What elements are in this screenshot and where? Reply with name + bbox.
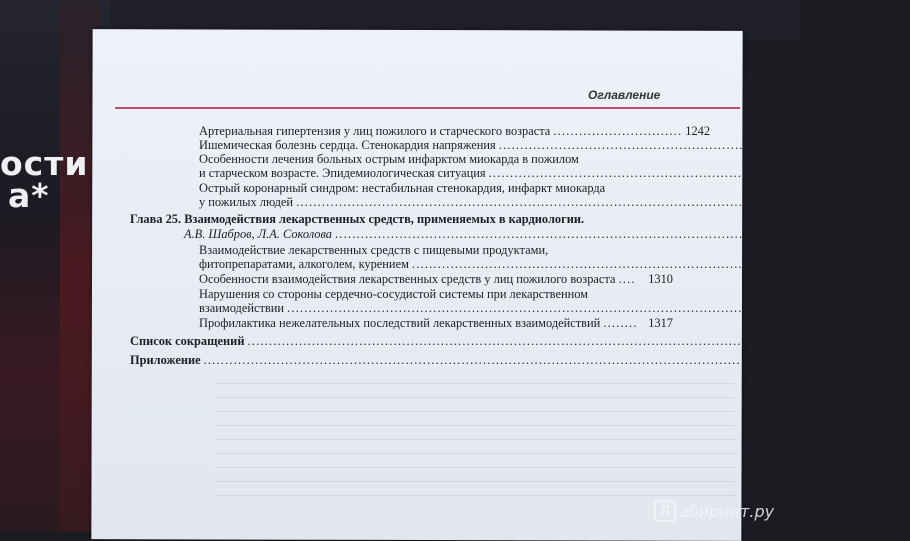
toc-leader-dots: .... <box>618 272 636 286</box>
page-header-title: Оглавление <box>588 88 661 102</box>
toc-leader-dots: .............................. <box>553 124 683 138</box>
toc-entry <box>130 353 910 367</box>
toc-leader-dots: ........ <box>603 316 638 330</box>
watermark <box>654 500 774 522</box>
toc-entry <box>199 316 673 330</box>
toc-leader-dots: ................................................................. <box>488 166 768 180</box>
toc-chapter-title: Глава 25. Взаимодействия лекарственных средств, применяемых в кардиологии. <box>130 212 585 226</box>
toc-entry-page: 1268 <box>781 138 806 152</box>
toc-chapter-authors: А.В. Шабров, Л.А. Соколова <box>184 227 332 241</box>
toc-entry-text-line1: Нарушения со стороны сердечно-сосудистой системы при лекарственном <box>199 287 589 301</box>
toc-entry-page: 1306 <box>772 227 797 241</box>
toc-entry <box>199 124 711 138</box>
toc-section-title: Список сокращений <box>130 334 245 348</box>
cover-text <box>0 144 89 215</box>
toc-leader-dots: ..................................................................................................... <box>411 257 846 271</box>
toc-entry-text-line1: Взаимодействие лекарственных средств с пищевыми продуктами, <box>199 243 549 257</box>
toc-entry-page: 1307 <box>849 257 874 271</box>
toc-entry <box>199 272 673 286</box>
cover-text-line1: ости <box>0 144 89 183</box>
toc-leader-dots: ..................................................................................................... <box>335 227 770 241</box>
toc-leader-dots: .......................................................................................................................................... <box>247 334 841 348</box>
toc-entry-text-line2: фитопрепаратами, алкоголем, курением <box>199 257 409 271</box>
toc-leader-dots: ......................................................................................................................... <box>287 301 808 315</box>
toc-entry <box>130 334 869 348</box>
toc-entry <box>199 301 835 315</box>
toc-entry <box>184 227 797 241</box>
toc-entry <box>199 195 797 209</box>
toc-leader-dots: .............................................................................................................................................................. <box>203 353 883 367</box>
toc-leader-dots: .............................................................................................................. <box>296 195 769 209</box>
header-rule <box>115 107 740 109</box>
watermark-text: абиринт.ру <box>679 501 775 521</box>
watermark-logo-icon: Л <box>654 500 676 522</box>
toc-entry-page: 1321 <box>843 334 869 348</box>
toc-entry-text-line1: Острый коронарный синдром: нестабильная стенокардия, инфаркт миокарда <box>199 181 606 195</box>
toc-section-title: Приложение <box>130 353 201 367</box>
toc-entry-text: Ишемическая болезнь сердца. Стенокардия напряжения <box>199 138 496 152</box>
toc-entry <box>199 166 796 180</box>
toc-entry-page: 1325 <box>885 353 910 367</box>
toc-entry-page: 1317 <box>648 316 673 330</box>
toc-entry-text-line2: у пожилых людей <box>199 195 294 209</box>
toc-entry-text-line1: Особенности лечения больных острым инфарктом миокарда в пожилом <box>199 152 579 166</box>
toc-entry-page: 1242 <box>685 124 711 138</box>
toc-entry-text: Профилактика нежелательных последствий лекарственных взаимодействий <box>199 316 601 330</box>
cover-text-line2: а* <box>8 176 50 215</box>
toc-entry <box>199 257 874 271</box>
toc-entry-text: Артериальная гипертензия у лиц пожилого и старческого возраста <box>199 124 551 138</box>
toc-entry-page: 1288 <box>770 166 796 180</box>
toc-entry-text: Особенности взаимодействия лекарственных средств у лиц пожилого возраста <box>199 272 616 286</box>
toc-entry-page: 1310 <box>648 272 673 286</box>
toc-entry <box>199 138 806 152</box>
toc-entry-page: 1311 <box>810 301 835 315</box>
toc-entry-text-line2: и старческом возрасте. Эпидемиологическая ситуация <box>199 166 486 180</box>
toc-leader-dots: ................................................................. <box>498 138 779 152</box>
toc-entry-page: 1299 <box>771 195 797 209</box>
toc-entry-text-line2: взаимодействии <box>199 301 285 315</box>
